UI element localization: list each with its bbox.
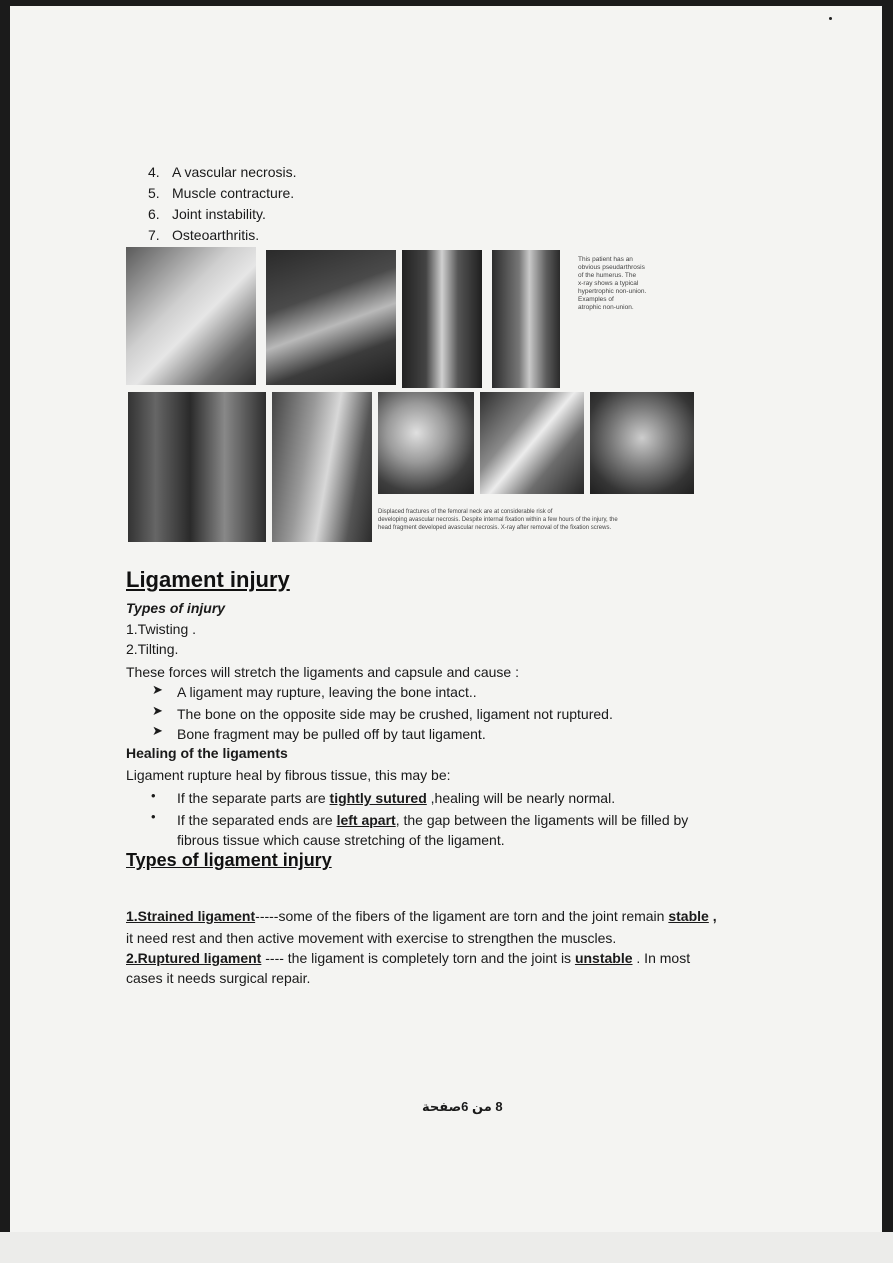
xray-image [590,392,694,494]
arrow-bullet-icon: ➤ [152,682,163,697]
xray-image [480,392,584,494]
healing-item-continued: fibrous tissue which cause stretching of the ligament. [177,832,505,848]
strained-ligament-line: 1.Strained ligament-----some of the fibers of the ligament are torn and the joint remain stable , [126,908,717,924]
round-bullet-icon: • [151,809,156,824]
section-title: Ligament injury [126,567,290,592]
list-item: 7. Osteoarthritis. [148,227,260,243]
injury-type: 1.Twisting . [126,621,197,637]
ruptured-ligament-continued: cases it needs surgical repair. [126,970,311,986]
paragraph: Ligament rupture heal by fibrous tissue, this may be: [126,767,451,783]
patient-photo [126,247,256,385]
list-item: 5. Muscle contracture. [148,185,295,201]
page-number: 8 من 6صفحة [422,1099,503,1114]
figure-caption-bottom: Displaced fractures of the femoral neck are at considerable risk of developing avascular necrosis. Despite internal fixation within a few hours of the injury, the head fragment developed avascular necrosis. X-ray after removal of the fixation screws. [378,509,618,531]
xray-image [266,250,396,385]
section-title: Types of ligament injury [126,850,332,870]
xray-image [272,392,372,542]
xray-image [128,392,266,542]
list-item: 6. Joint instability. [148,206,266,222]
healing-item: If the separated ends are left apart, the gap between the ligaments will be filled by [177,812,689,828]
figure-caption-top: This patient has an obvious pseudarthrosis of the humerus. The x-ray shows a typical hypertrophic non-union. Examples of atrophic non-union. [578,256,647,311]
effect-item: The bone on the opposite side may be crushed, ligament not ruptured. [177,706,613,722]
strained-ligament-continued: it need rest and then active movement with exercise to strengthen the muscles. [126,930,617,946]
xray-image [402,250,482,388]
effect-item: Bone fragment may be pulled off by taut ligament. [177,726,486,742]
xray-image [492,250,560,388]
scan-bottom-strip [0,1232,893,1263]
injury-type: 2.Tilting. [126,641,179,657]
effect-item: A ligament may rupture, leaving the bone intact.. [177,684,477,700]
arrow-bullet-icon: ➤ [152,723,163,738]
ruptured-ligament-line: 2.Ruptured ligament ---- the ligament is completely torn and the joint is unstable . In most [126,950,691,966]
xray-image [378,392,474,494]
subsection-label: Healing of the ligaments [126,745,288,761]
scan-speck [829,17,832,20]
round-bullet-icon: • [151,788,156,803]
subsection-label: Types of injury [126,600,226,616]
healing-item: If the separate parts are tightly sutured ,healing will be nearly normal. [177,790,616,806]
list-item: 4. A vascular necrosis. [148,164,297,180]
arrow-bullet-icon: ➤ [152,703,163,718]
paragraph: These forces will stretch the ligaments and capsule and cause : [126,664,519,680]
